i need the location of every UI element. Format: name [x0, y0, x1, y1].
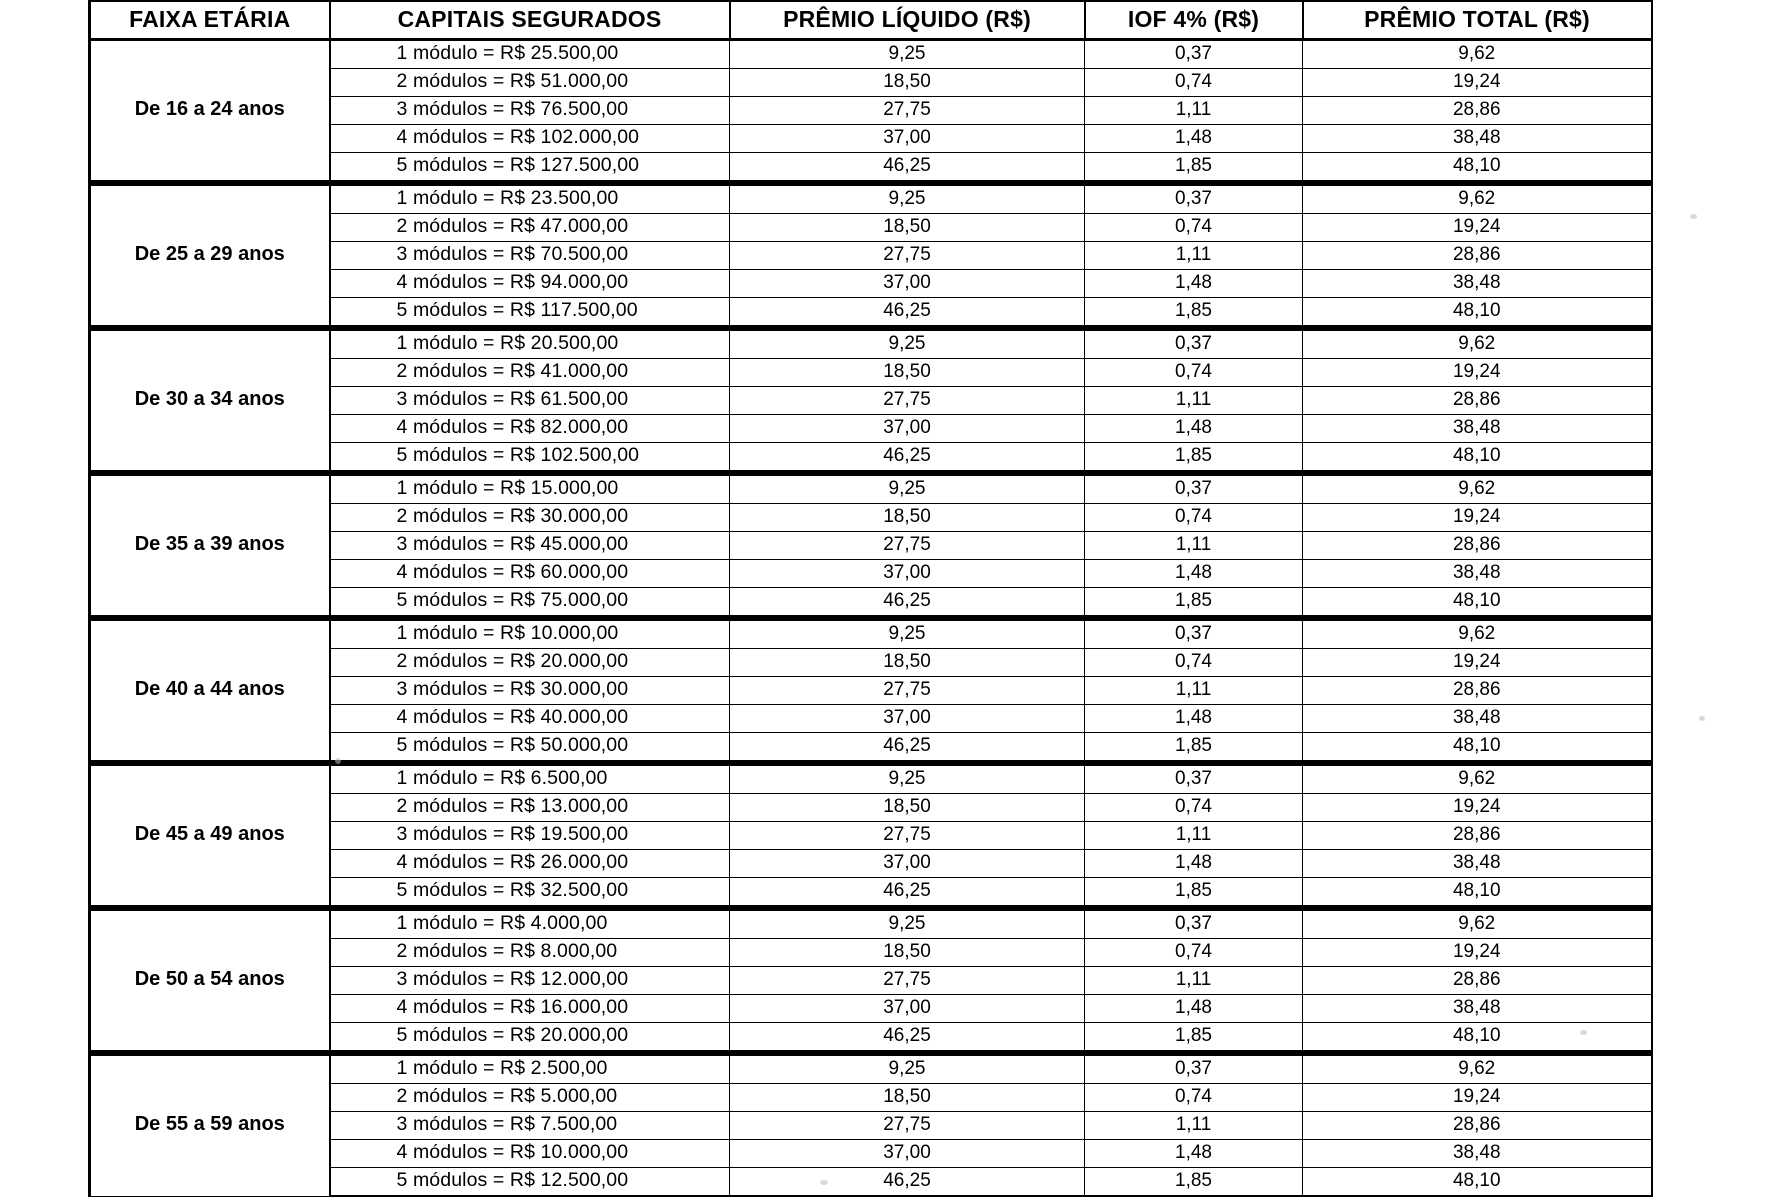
iof-cell: 0,74 [1085, 504, 1303, 532]
capital-cell: 2 módulos = R$ 41.000,00 [330, 359, 730, 387]
rate-table-sheet [88, 0, 1650, 1197]
premio-total-cell: 9,62 [1303, 618, 1652, 649]
iof-cell: 1,48 [1085, 270, 1303, 298]
iof-cell: 1,11 [1085, 1112, 1303, 1140]
premio-total-cell: 38,48 [1303, 125, 1652, 153]
premio-liquido-cell: 9,25 [730, 763, 1085, 794]
iof-cell: 0,74 [1085, 649, 1303, 677]
capital-cell: 5 módulos = R$ 127.500,00 [330, 153, 730, 184]
capital-cell: 5 módulos = R$ 12.500,00 [330, 1168, 730, 1197]
iof-cell: 0,37 [1085, 40, 1303, 69]
capital-cell: 3 módulos = R$ 12.000,00 [330, 967, 730, 995]
premio-liquido-cell: 27,75 [730, 532, 1085, 560]
premio-liquido-cell: 37,00 [730, 560, 1085, 588]
capital-cell: 1 módulo = R$ 23.500,00 [330, 183, 730, 214]
premio-total-cell: 48,10 [1303, 588, 1652, 619]
iof-cell: 1,48 [1085, 560, 1303, 588]
premio-total-cell: 9,62 [1303, 40, 1652, 69]
capital-cell: 3 módulos = R$ 61.500,00 [330, 387, 730, 415]
premio-liquido-cell: 9,25 [730, 328, 1085, 359]
iof-cell: 1,11 [1085, 967, 1303, 995]
premio-total-cell: 19,24 [1303, 504, 1652, 532]
capital-cell: 3 módulos = R$ 19.500,00 [330, 822, 730, 850]
premio-total-cell: 9,62 [1303, 908, 1652, 939]
premio-liquido-cell: 46,25 [730, 588, 1085, 619]
premio-liquido-cell: 18,50 [730, 1084, 1085, 1112]
premio-liquido-cell: 9,25 [730, 183, 1085, 214]
premio-total-cell: 38,48 [1303, 995, 1652, 1023]
column-header-premio-liquido: PRÊMIO LÍQUIDO (R$) [730, 1, 1085, 40]
premio-total-cell: 19,24 [1303, 649, 1652, 677]
capital-cell: 1 módulo = R$ 10.000,00 [330, 618, 730, 649]
premio-liquido-cell: 46,25 [730, 298, 1085, 329]
premio-liquido-cell: 37,00 [730, 1140, 1085, 1168]
iof-cell: 0,37 [1085, 183, 1303, 214]
premio-total-cell: 28,86 [1303, 242, 1652, 270]
premio-liquido-cell: 37,00 [730, 850, 1085, 878]
premio-total-cell: 19,24 [1303, 359, 1652, 387]
capital-cell: 1 módulo = R$ 6.500,00 [330, 763, 730, 794]
premio-total-cell: 38,48 [1303, 415, 1652, 443]
premio-liquido-cell: 18,50 [730, 214, 1085, 242]
premio-total-cell: 38,48 [1303, 850, 1652, 878]
premio-liquido-cell: 37,00 [730, 995, 1085, 1023]
iof-cell: 1,48 [1085, 705, 1303, 733]
premio-liquido-cell: 37,00 [730, 415, 1085, 443]
capital-cell: 1 módulo = R$ 4.000,00 [330, 908, 730, 939]
premio-liquido-cell: 37,00 [730, 705, 1085, 733]
capital-cell: 4 módulos = R$ 82.000,00 [330, 415, 730, 443]
iof-cell: 1,85 [1085, 733, 1303, 764]
iof-cell: 0,74 [1085, 359, 1303, 387]
premio-liquido-cell: 18,50 [730, 794, 1085, 822]
capital-cell: 1 módulo = R$ 20.500,00 [330, 328, 730, 359]
iof-cell: 0,74 [1085, 939, 1303, 967]
premio-total-cell: 48,10 [1303, 733, 1652, 764]
premio-liquido-cell: 27,75 [730, 242, 1085, 270]
premio-liquido-cell: 9,25 [730, 908, 1085, 939]
premio-total-cell: 38,48 [1303, 270, 1652, 298]
column-header-faixa-etaria: FAIXA ETÁRIA [90, 1, 330, 40]
premio-liquido-cell: 9,25 [730, 1053, 1085, 1084]
capital-cell: 2 módulos = R$ 30.000,00 [330, 504, 730, 532]
iof-cell: 1,11 [1085, 97, 1303, 125]
capital-cell: 2 módulos = R$ 13.000,00 [330, 794, 730, 822]
insurance-rate-table [88, 0, 1653, 1197]
table-row [90, 763, 1652, 794]
iof-cell: 0,37 [1085, 328, 1303, 359]
premio-total-cell: 19,24 [1303, 794, 1652, 822]
premio-liquido-cell: 46,25 [730, 1023, 1085, 1054]
premio-total-cell: 48,10 [1303, 298, 1652, 329]
capital-cell: 3 módulos = R$ 76.500,00 [330, 97, 730, 125]
age-range-cell: De 40 a 44 anos [90, 618, 330, 763]
iof-cell: 0,37 [1085, 1053, 1303, 1084]
capital-cell: 4 módulos = R$ 102.000,00 [330, 125, 730, 153]
capital-cell: 4 módulos = R$ 10.000,00 [330, 1140, 730, 1168]
premio-total-cell: 48,10 [1303, 878, 1652, 909]
capital-cell: 4 módulos = R$ 60.000,00 [330, 560, 730, 588]
premio-total-cell: 19,24 [1303, 214, 1652, 242]
premio-liquido-cell: 18,50 [730, 359, 1085, 387]
capital-cell: 2 módulos = R$ 47.000,00 [330, 214, 730, 242]
premio-total-cell: 28,86 [1303, 967, 1652, 995]
premio-total-cell: 48,10 [1303, 1023, 1652, 1054]
capital-cell: 5 módulos = R$ 117.500,00 [330, 298, 730, 329]
premio-liquido-cell: 27,75 [730, 1112, 1085, 1140]
iof-cell: 1,85 [1085, 443, 1303, 474]
premio-total-cell: 9,62 [1303, 328, 1652, 359]
iof-cell: 1,85 [1085, 1168, 1303, 1197]
capital-cell: 4 módulos = R$ 40.000,00 [330, 705, 730, 733]
capital-cell: 5 módulos = R$ 102.500,00 [330, 443, 730, 474]
premio-liquido-cell: 46,25 [730, 878, 1085, 909]
iof-cell: 0,37 [1085, 908, 1303, 939]
capital-cell: 5 módulos = R$ 50.000,00 [330, 733, 730, 764]
capital-cell: 2 módulos = R$ 5.000,00 [330, 1084, 730, 1112]
iof-cell: 0,74 [1085, 1084, 1303, 1112]
premio-total-cell: 9,62 [1303, 183, 1652, 214]
age-range-cell: De 16 a 24 anos [90, 40, 330, 184]
capital-cell: 3 módulos = R$ 45.000,00 [330, 532, 730, 560]
age-range-cell: De 50 a 54 anos [90, 908, 330, 1053]
capital-cell: 3 módulos = R$ 30.000,00 [330, 677, 730, 705]
table-row [90, 618, 1652, 649]
premio-liquido-cell: 18,50 [730, 649, 1085, 677]
age-range-cell: De 35 a 39 anos [90, 473, 330, 618]
age-range-cell: De 25 a 29 anos [90, 183, 330, 328]
iof-cell: 1,85 [1085, 588, 1303, 619]
iof-cell: 1,85 [1085, 1023, 1303, 1054]
iof-cell: 1,48 [1085, 1140, 1303, 1168]
capital-cell: 4 módulos = R$ 16.000,00 [330, 995, 730, 1023]
scan-speck [1690, 214, 1697, 219]
table-row [90, 1053, 1652, 1084]
age-range-cell: De 45 a 49 anos [90, 763, 330, 908]
premio-total-cell: 28,86 [1303, 677, 1652, 705]
capital-cell: 4 módulos = R$ 26.000,00 [330, 850, 730, 878]
capital-cell: 3 módulos = R$ 7.500,00 [330, 1112, 730, 1140]
capital-cell: 4 módulos = R$ 94.000,00 [330, 270, 730, 298]
premio-total-cell: 48,10 [1303, 153, 1652, 184]
premio-total-cell: 19,24 [1303, 939, 1652, 967]
scan-speck [1580, 1030, 1587, 1035]
capital-cell: 3 módulos = R$ 70.500,00 [330, 242, 730, 270]
premio-liquido-cell: 46,25 [730, 1168, 1085, 1197]
premio-total-cell: 38,48 [1303, 560, 1652, 588]
iof-cell: 1,11 [1085, 242, 1303, 270]
iof-cell: 1,11 [1085, 822, 1303, 850]
iof-cell: 1,48 [1085, 995, 1303, 1023]
iof-cell: 1,11 [1085, 532, 1303, 560]
premio-liquido-cell: 9,25 [730, 473, 1085, 504]
iof-cell: 1,85 [1085, 878, 1303, 909]
capital-cell: 5 módulos = R$ 75.000,00 [330, 588, 730, 619]
table-row [90, 183, 1652, 214]
iof-cell: 0,74 [1085, 69, 1303, 97]
premio-liquido-cell: 46,25 [730, 443, 1085, 474]
iof-cell: 0,37 [1085, 618, 1303, 649]
premio-liquido-cell: 46,25 [730, 733, 1085, 764]
premio-liquido-cell: 9,25 [730, 40, 1085, 69]
capital-cell: 2 módulos = R$ 51.000,00 [330, 69, 730, 97]
table-header [90, 1, 1652, 40]
column-header-premio-total: PRÊMIO TOTAL (R$) [1303, 1, 1652, 40]
capital-cell: 2 módulos = R$ 20.000,00 [330, 649, 730, 677]
premio-total-cell: 28,86 [1303, 532, 1652, 560]
capital-cell: 1 módulo = R$ 2.500,00 [330, 1053, 730, 1084]
age-range-cell: De 55 a 59 anos [90, 1053, 330, 1196]
capital-cell: 5 módulos = R$ 32.500,00 [330, 878, 730, 909]
iof-cell: 1,48 [1085, 125, 1303, 153]
iof-cell: 0,37 [1085, 473, 1303, 504]
column-header-iof: IOF 4% (R$) [1085, 1, 1303, 40]
premio-total-cell: 38,48 [1303, 1140, 1652, 1168]
premio-total-cell: 19,24 [1303, 69, 1652, 97]
premio-liquido-cell: 18,50 [730, 69, 1085, 97]
premio-total-cell: 28,86 [1303, 1112, 1652, 1140]
capital-cell: 1 módulo = R$ 25.500,00 [330, 40, 730, 69]
premio-liquido-cell: 18,50 [730, 939, 1085, 967]
iof-cell: 1,85 [1085, 298, 1303, 329]
table-body [90, 40, 1652, 1197]
premio-liquido-cell: 18,50 [730, 504, 1085, 532]
premio-liquido-cell: 37,00 [730, 270, 1085, 298]
iof-cell: 0,37 [1085, 763, 1303, 794]
scan-speck [820, 1180, 828, 1185]
premio-liquido-cell: 27,75 [730, 97, 1085, 125]
premio-total-cell: 19,24 [1303, 1084, 1652, 1112]
table-header-row [90, 1, 1652, 40]
premio-liquido-cell: 27,75 [730, 387, 1085, 415]
premio-liquido-cell: 27,75 [730, 967, 1085, 995]
premio-total-cell: 48,10 [1303, 1168, 1652, 1197]
table-row [90, 473, 1652, 504]
capital-cell: 1 módulo = R$ 15.000,00 [330, 473, 730, 504]
table-row [90, 40, 1652, 69]
table-row [90, 328, 1652, 359]
iof-cell: 0,74 [1085, 214, 1303, 242]
iof-cell: 1,85 [1085, 153, 1303, 184]
iof-cell: 1,48 [1085, 415, 1303, 443]
iof-cell: 0,74 [1085, 794, 1303, 822]
premio-total-cell: 38,48 [1303, 705, 1652, 733]
capital-cell: 2 módulos = R$ 8.000,00 [330, 939, 730, 967]
premio-liquido-cell: 27,75 [730, 822, 1085, 850]
column-header-capitais-segurados: CAPITAIS SEGURADOS [330, 1, 730, 40]
premio-liquido-cell: 9,25 [730, 618, 1085, 649]
premio-total-cell: 9,62 [1303, 1053, 1652, 1084]
table-row [90, 908, 1652, 939]
premio-liquido-cell: 37,00 [730, 125, 1085, 153]
premio-liquido-cell: 27,75 [730, 677, 1085, 705]
iof-cell: 1,11 [1085, 387, 1303, 415]
premio-total-cell: 9,62 [1303, 763, 1652, 794]
iof-cell: 1,48 [1085, 850, 1303, 878]
scan-speck [1699, 716, 1705, 721]
premio-total-cell: 48,10 [1303, 443, 1652, 474]
premio-total-cell: 9,62 [1303, 473, 1652, 504]
age-range-cell: De 30 a 34 anos [90, 328, 330, 473]
premio-liquido-cell: 46,25 [730, 153, 1085, 184]
premio-total-cell: 28,86 [1303, 387, 1652, 415]
iof-cell: 1,11 [1085, 677, 1303, 705]
scan-speck [335, 758, 341, 764]
premio-total-cell: 28,86 [1303, 822, 1652, 850]
premio-total-cell: 28,86 [1303, 97, 1652, 125]
capital-cell: 5 módulos = R$ 20.000,00 [330, 1023, 730, 1054]
